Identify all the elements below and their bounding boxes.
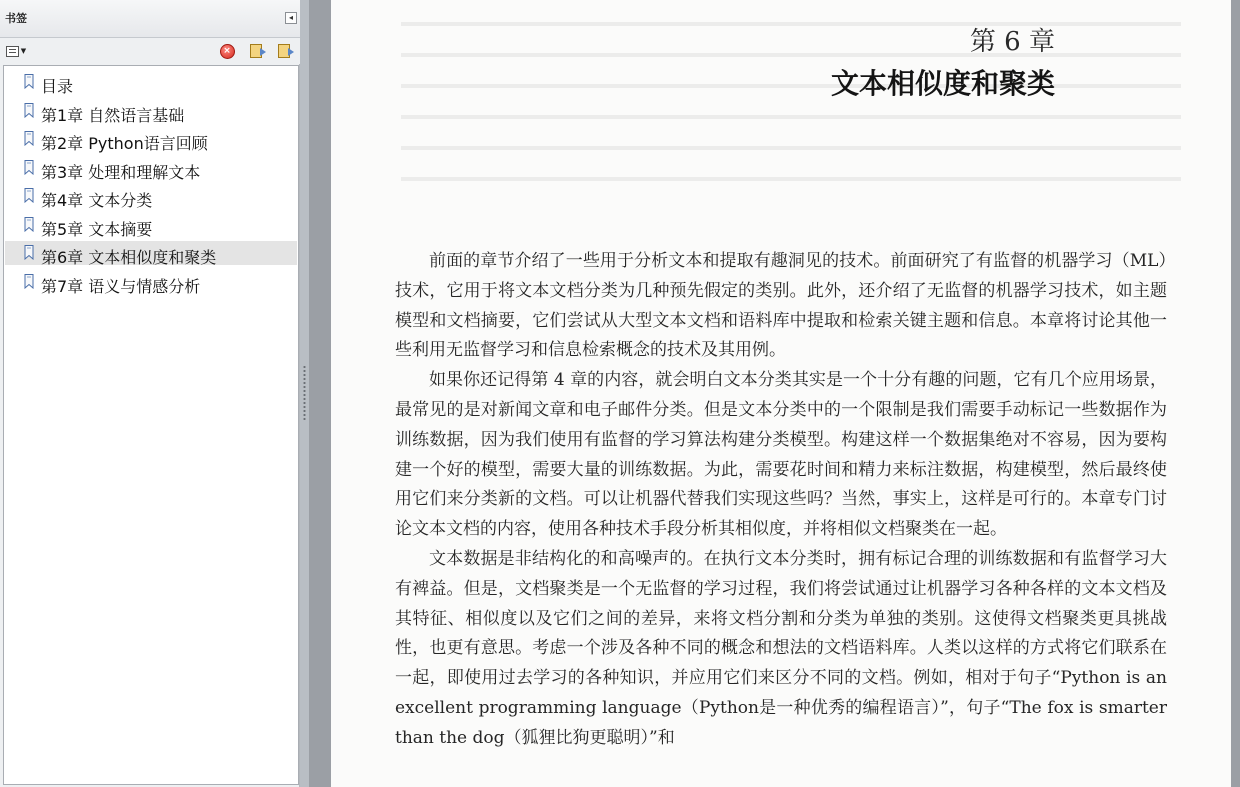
bookmark-ribbon-icon	[24, 74, 34, 89]
body-text	[395, 247, 1167, 754]
bookmark-item[interactable]	[5, 156, 297, 180]
bookmark-label: 第5章 文本摘要	[41, 219, 153, 239]
paragraph: 文本数据是非结构化的和高噪声的。在执行文本分类时，拥有标记合理的训练数据和有监督学习大有裨益。但是，文档聚类是一个无监督的学习过程，我们将尝试通过让机器学习各种各样的文本文档及其特征、相似度以及它们之间的差异，来将文档分割和分类为单独的类别。这使得文档聚类更具挑战性，也更有意思。考虑一个涉及各种不同的概念和想法的文档语料库。人类以这样的方式将它们联系在一起，即使用过去学习的各种知识，并应用它们来区分不同的文档。例如，相对于句子“Python is an excellent programming language（Python是一种优秀的编程语言）”，句子“The fox is smarter than the dog（狐狸比狗更聪明）”和	[395, 548, 1167, 748]
bookmark-label: 第1章 自然语言基础	[41, 105, 185, 125]
bookmark-item[interactable]	[5, 70, 297, 94]
bookmark-item[interactable]	[5, 127, 297, 151]
chapter-title: 文本相似度和聚类	[830, 67, 1055, 100]
bookmark-ribbon-icon	[24, 245, 34, 260]
document-page	[331, 0, 1231, 787]
bookmarks-panel	[0, 0, 300, 787]
bookmark-item[interactable]	[5, 99, 297, 123]
delete-bookmark-icon: ×	[220, 44, 235, 59]
chevron-left-icon: ◂	[288, 13, 293, 22]
expand-bookmark-icon	[278, 44, 290, 58]
chapter-number: 第 6 章	[969, 27, 1055, 57]
bookmark-label: 第4章 文本分类	[41, 191, 153, 210]
delete-bookmark-button[interactable]	[219, 43, 235, 59]
paragraph: 前面的章节介绍了一些用于分析文本和提取有趣洞见的技术。前面研究了有监督的机器学习（ML）技术，它用于将文本文档分类为几种预先假定的类别。此外，还介绍了无监督的机器学习技术，如主题模型和文档摘要，它们尝试从大型文本文档和语料库中提取和检索关键主题和信息。本章将讨论其他一些利用无监督学习和信息检索概念的技术及其用例。	[395, 251, 1167, 361]
bookmark-label: 目录	[41, 77, 74, 96]
bookmark-ribbon-icon	[24, 103, 34, 118]
bookmark-ribbon-icon	[24, 131, 34, 146]
bookmark-label: 第3章 处理和理解文本	[41, 162, 201, 182]
bookmark-ribbon-icon	[24, 274, 34, 289]
bookmark-ribbon-icon	[24, 160, 34, 175]
bookmark-ribbon-icon	[24, 188, 34, 203]
scrollbar-track[interactable]	[1231, 0, 1240, 787]
bookmark-label: 第6章 文本相似度和聚类	[41, 248, 217, 267]
show-through-texture	[401, 0, 1181, 200]
bookmark-tree	[3, 65, 299, 785]
bookmarks-panel-title: 书签	[5, 12, 27, 25]
splitter-grip-icon	[303, 365, 306, 420]
bookmark-ribbon-icon	[24, 217, 34, 232]
bookmark-item[interactable]	[5, 270, 297, 294]
paragraph: 如果你还记得第 4 章的内容，就会明白文本分类其实是一个十分有趣的问题，它有几个应用场景，最常见的是对新闻文章和电子邮件分类。但是文本分类中的一个限制是我们需要手动标记一些数据作为训练数据，因为我们使用有监督的学习算法构建分类模型。构建这样一个数据集绝对不容易，因为要构建一个好的模型，需要大量的训练数据。为此，需要花时间和精力来标注数据，构建模型，然后最终使用它们来分类新的文档。可以让机器代替我们实现这些吗？当然，事实上，这样是可行的。本章专门讨论文本文档的内容，使用各种技术手段分析其相似度，并将相似文档聚类在一起。	[395, 370, 1167, 540]
bookmark-label: 第2章 Python语言回顾	[41, 134, 208, 153]
options-menu-button[interactable]	[3, 43, 29, 59]
chevron-down-icon: ▼	[20, 47, 27, 55]
bookmarks-panel-header	[0, 0, 300, 38]
collapse-panel-button[interactable]	[285, 12, 297, 24]
expand-bookmark-button[interactable]	[275, 43, 293, 59]
bookmarks-toolbar	[0, 38, 300, 64]
panel-splitter[interactable]	[300, 0, 309, 787]
document-viewport[interactable]	[309, 0, 1240, 787]
new-bookmark-button[interactable]	[247, 43, 265, 59]
bookmark-item[interactable]	[5, 184, 297, 208]
options-menu-icon	[6, 46, 19, 57]
bookmark-item[interactable]	[5, 213, 297, 237]
new-bookmark-icon	[250, 44, 262, 58]
bookmark-label: 第7章 语义与情感分析	[41, 276, 201, 296]
bookmark-item[interactable]	[5, 241, 297, 265]
